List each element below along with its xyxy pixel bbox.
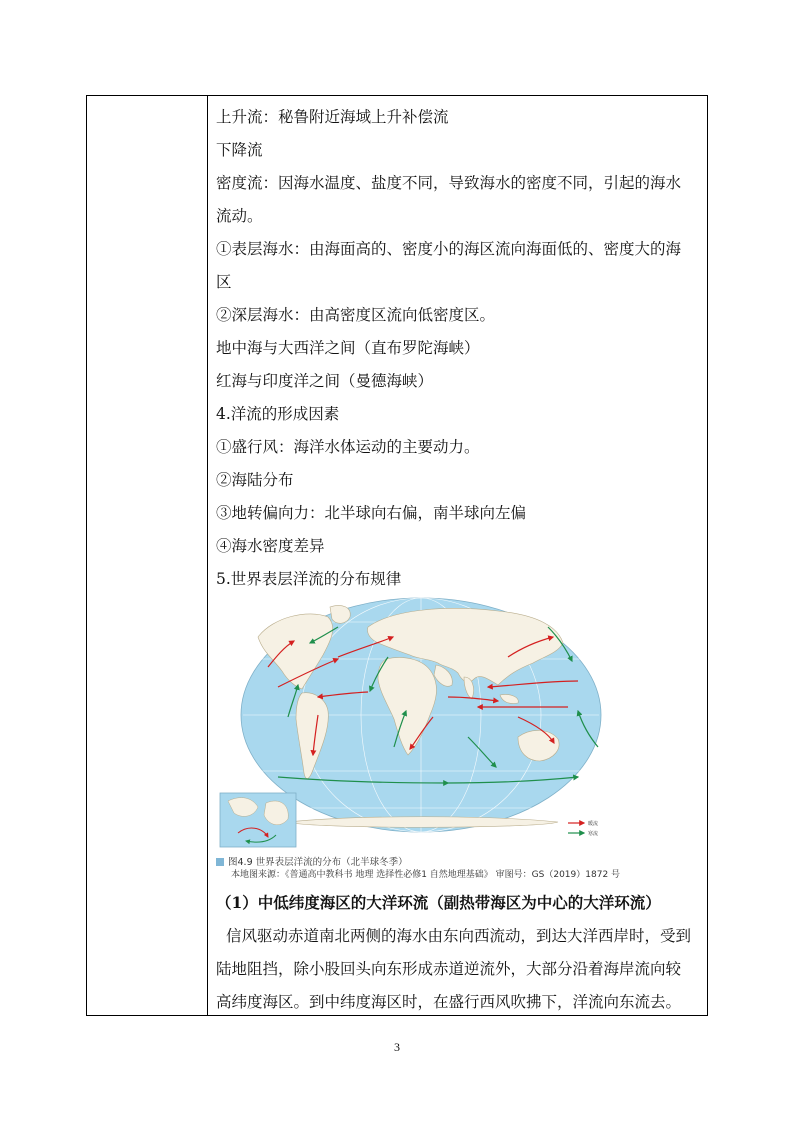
caption-text: 图4.9 世界表层洋流的分布（北半球冬季） bbox=[228, 857, 408, 868]
text-line: ①盛行风：海洋水体运动的主要动力。 bbox=[216, 438, 480, 456]
map-legend bbox=[568, 820, 598, 837]
figure-caption bbox=[216, 856, 408, 869]
text-line: 4.洋流的形成因素 bbox=[216, 405, 340, 423]
caption-square-icon bbox=[216, 858, 224, 866]
legend-cold: 寒流 bbox=[588, 831, 599, 837]
text-line: 下降流 bbox=[216, 141, 263, 159]
text-line: ④海水密度差异 bbox=[216, 537, 325, 555]
text-line: 流动。 bbox=[216, 207, 263, 225]
text-line: ③地转偏向力：北半球向右偏，南半球向左偏 bbox=[216, 504, 527, 522]
text-line: 区 bbox=[216, 273, 232, 291]
section-heading: （1）中低纬度海区的大洋环流（副热带海区为中心的大洋环流） bbox=[216, 893, 661, 912]
column-divider bbox=[207, 96, 208, 1015]
body-paragraph bbox=[216, 920, 706, 1019]
paragraph-line: 陆地阻挡，除小股回头向东形成赤道逆流外，大部分沿着海岸流向较 bbox=[216, 960, 682, 978]
text-line: ②海陆分布 bbox=[216, 471, 294, 489]
text-line: 5.世界表层洋流的分布规律 bbox=[216, 570, 402, 588]
ocean-currents-map bbox=[218, 597, 608, 849]
text-line: ②深层海水：由高密度区流向低密度区。 bbox=[216, 306, 496, 324]
text-line: 密度流：因海水温度、盐度不同，导致海水的密度不同，引起的海水 bbox=[216, 174, 682, 192]
map-source: 本地图来源：《普通高中教科书 地理 选择性必修1 自然地理基础》 审图号：GS（2019）1872 号 bbox=[231, 870, 621, 880]
text-line: 地中海与大西洋之间（直布罗陀海峡） bbox=[216, 339, 480, 357]
paragraph-line: 高纬度海区。到中纬度海区时，在盛行西风吹拂下，洋流向东流去。 bbox=[216, 993, 682, 1011]
legend-warm: 暖流 bbox=[588, 821, 599, 827]
notes-column bbox=[216, 101, 706, 596]
page-number: 3 bbox=[394, 1040, 400, 1054]
text-line: ①表层海水：由海面高的、密度小的海区流向海面低的、密度大的海 bbox=[216, 240, 682, 258]
text-line: 上升流：秘鲁附近海域上升补偿流 bbox=[216, 108, 449, 126]
paragraph-line: 信风驱动赤道南北两侧的海水由东向西流动，到达大洋西岸时，受到 bbox=[226, 927, 692, 945]
world-map-figure bbox=[218, 597, 608, 849]
text-line: 红海与印度洋之间（曼德海峡） bbox=[216, 372, 434, 390]
